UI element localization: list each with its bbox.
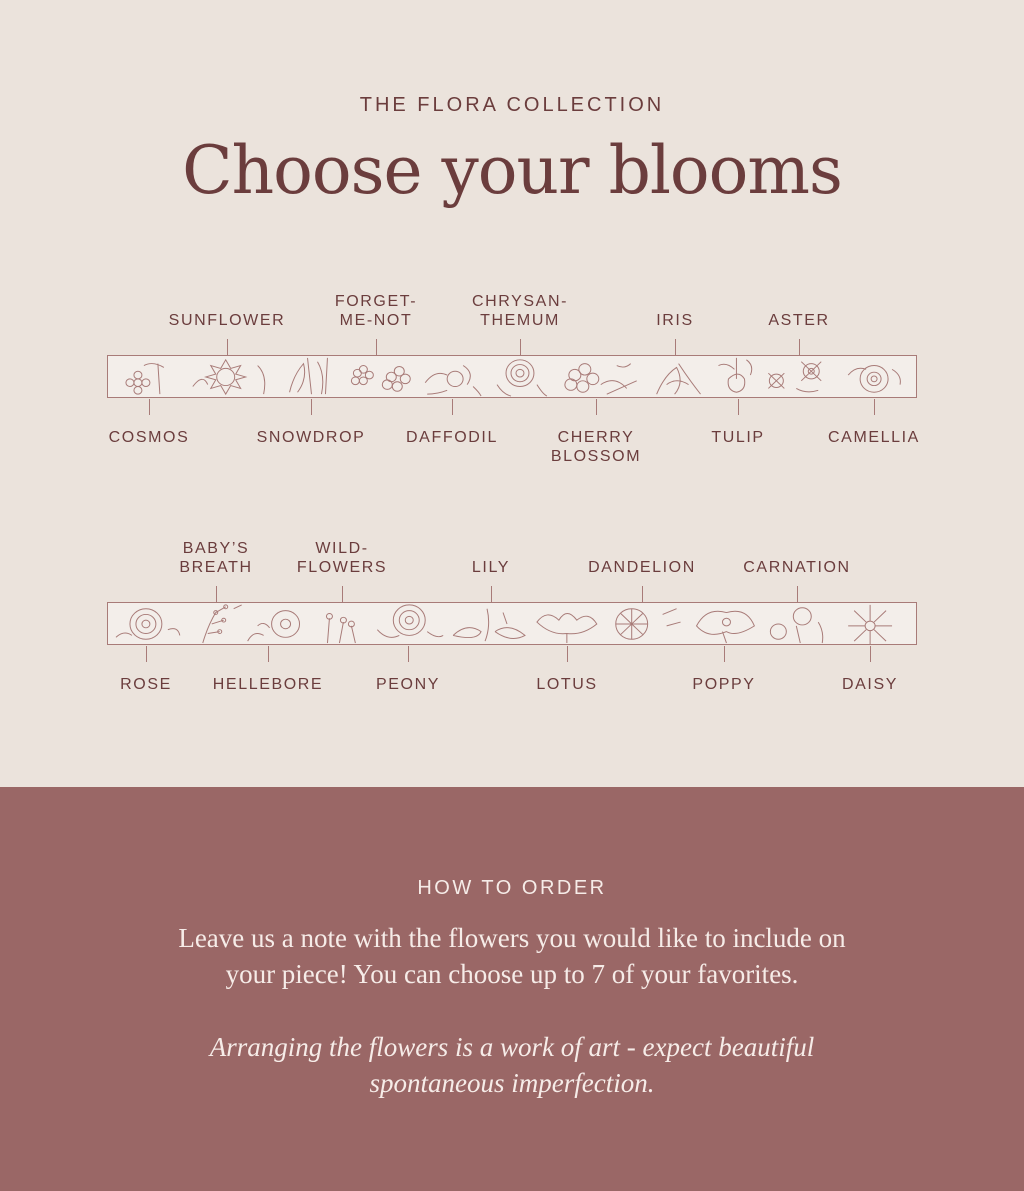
tick-aster [799,339,800,355]
label-dandelion: DANDELION [588,559,696,576]
flower-line-art-icon [108,603,916,644]
label-peony: PEONY [375,676,440,693]
arrangement-note-line-2: spontaneous imperfection. [369,1068,655,1098]
label-cherry-blossom: CHERRY BLOSSOM [550,429,642,465]
label-lily: LILY [471,559,511,576]
order-instructions [112,920,912,992]
label-lotus: LOTUS [536,676,598,693]
tick-cosmos [149,399,150,415]
label-carnation: CARNATION [743,559,851,576]
tick-lotus [567,646,568,662]
flower-strip-row-1 [107,355,917,398]
tick-dandelion [642,586,643,602]
page-title: Choose your blooms [182,132,842,209]
order-instructions-line-2: your piece! You can choose up to 7 of your favorites. [225,959,799,989]
label-hellebore: HELLEBORE [212,676,324,693]
tick-snowdrop [311,399,312,415]
label-poppy: POPPY [692,676,756,693]
label-daffodil: DAFFODIL [406,429,498,446]
label-snowdrop: SNOWDROP [256,429,366,446]
arrangement-note [112,1029,912,1101]
tick-carnation [797,586,798,602]
tick-forget-me-not [376,339,377,355]
label-wildflowers: WILD- FLOWERS [296,540,388,576]
label-daisy: DAISY [841,676,898,693]
flower-line-art-icon [108,356,916,397]
label-aster: ASTER [768,312,830,329]
collection-eyebrow: THE FLORA COLLECTION [359,94,665,116]
tick-cherry-blossom [596,399,597,415]
tick-chrysanthemum [520,339,521,355]
tick-camellia [874,399,875,415]
label-camellia: CAMELLIA [828,429,920,446]
tick-wildflowers [342,586,343,602]
tick-daisy [870,646,871,662]
how-to-order-section [0,787,1024,1191]
tick-rose [146,646,147,662]
label-forget-me-not: FORGET- ME-NOT [334,293,418,329]
tick-lily [491,586,492,602]
tick-daffodil [452,399,453,415]
label-rose: ROSE [120,676,172,693]
label-tulip: TULIP [711,429,765,446]
tick-tulip [738,399,739,415]
label-chrysanthemum: CHRYSAN- THEMUM [471,293,569,329]
arrangement-note-line-1: Arranging the flowers is a work of art - expect beautiful [209,1032,815,1062]
label-cosmos: COSMOS [108,429,190,446]
label-iris: IRIS [656,312,694,329]
tick-peony [408,646,409,662]
tick-sunflower [227,339,228,355]
flower-strip-row-2 [107,602,917,645]
tick-babys-breath [216,586,217,602]
label-sunflower: SUNFLOWER [168,312,286,329]
label-babys-breath: BABY’S BREATH [179,540,253,576]
tick-iris [675,339,676,355]
tick-hellebore [268,646,269,662]
how-to-order-title: HOW TO ORDER [417,877,607,899]
order-instructions-line-1: Leave us a note with the flowers you would like to include on [178,923,846,953]
tick-poppy [724,646,725,662]
